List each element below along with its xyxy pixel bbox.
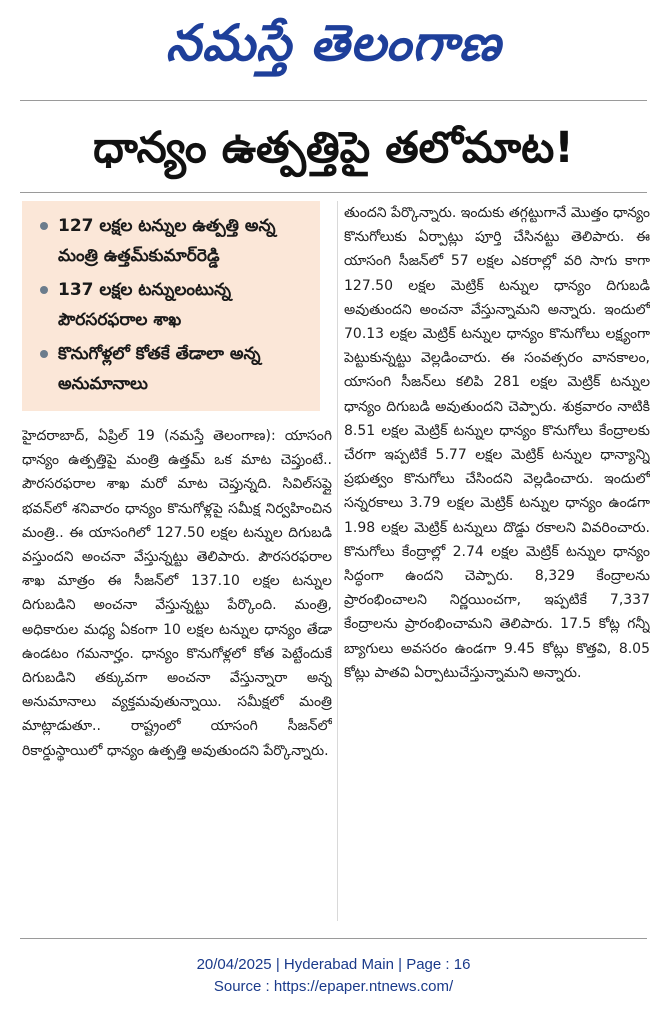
- column-divider: [337, 201, 338, 921]
- highlights-box: [22, 201, 320, 411]
- highlight-text: కొనుగోళ్లలో కోతకే తేడాలా అన్న అనుమానాలు: [58, 344, 261, 394]
- bullet-icon: [40, 350, 48, 358]
- article-column-left: హైదరాబాద్‌, ఏప్రిల్‌ 19 (నమస్తే తెలంగాణ): యాసంగి ధాన్యం ఉత్పత్తిపై మంత్రి ఉత్తమ్‌ ఒక మాట చెప్తుంటే.. పౌరసరఫరాల శాఖ మరో మాట చెప్తున్నది. సివిల్‌సప్లై భవన్‌లో శనివారం ధాన్యం కొనుగోళ్లపై సమీక్ష నిర్వహించిన మంత్రి.. ఈ యాసంగిలో 127.50 లక్షల టన్నుల దిగుబడి వస్తుందని అంచనా వేస్తున్నట్టు తెలిపారు. పౌరసరఫరాల శాఖ మాత్రం ఈ సీజన్‌లో 137.10 లక్షల టన్నుల దిగుబడిని అంచనా వేస్తున్నట్టు పేర్కొంది. మంత్రి, అధికారుల మధ్య ఏకంగా 10 లక్షల టన్నుల ధాన్యం తేడా ఉండటం గమనార్హం. ధాన్యం కొనుగోళ్లలో కోత పెట్టేందుకే దిగుబడిని తక్కువగా అంచనా వేస్తున్నారా అన్న అనుమానాలు వ్యక్తమవుతున్నాయి. సమీక్షలో మంత్రి మాట్లాడుతూ.. రాష్ట్రంలో యాసంగి సీజన్‌లో రికార్డుస్థాయిలో ధాన్యం ఉత్పత్తి అవుతుందని పేర్కొన్నారు.: [22, 428, 332, 759]
- highlight-item: [40, 339, 310, 399]
- footer-edition: Hyderabad Main: [283, 956, 394, 973]
- newspaper-masthead: నమస్తే తెలంగాణ: [165, 14, 502, 72]
- highlight-text: 137 లక్షల టన్నులంటున్న పౌరసరఫరాల శాఖ: [58, 280, 232, 330]
- article-column-right: తుందని పేర్కొన్నారు. ఇందుకు తగ్గట్టుగానే మొత్తం ధాన్యం కొనుగోలుకు ఏర్పాట్లు పూర్తి చేసినట్టు తెలిపారు. ఈ యాసంగి సీజన్‌లో 57 లక్షల ఎకరాల్లో వరి సాగు కాగా 127.50 లక్షల మెట్రిక్‌ టన్నుల ధాన్యం దిగుబడి అవుతుందని అంచనా వేస్తున్నామని అన్నారు. ఇందులో 70.13 లక్షల మెట్రిక్‌ టన్నుల ధాన్యం కొనుగోలు లక్ష్యంగా పెట్టుకున్నట్టు వెల్లడించారు. ఈ సంవత్సరం వానకాలం, యాసంగి సీజన్‌లు కలిపి 281 లక్షల మెట్రిక్‌ టన్నుల ధాన్యం దిగుబడి అవుతుందని చెప్పారు. శుక్రవారం నాటికి 8.51 లక్షల మెట్రిక్‌ టన్నుల ధాన్యం కొనుగోలు కేంద్రాలకు చేరగా ఇప్పటికే 5.77 లక్షల మెట్రిక్‌ టన్నుల ధాన్యాన్ని ప్రభుత్వం కొనుగోలు చేసిందని వెల్లడించారు. ఇందులో సన్నరకాలు 3.79 లక్షల మెట్రిక్‌ టన్నుల ధాన్యం ఉండగా 1.98 లక్షల మెట్రిక్‌ టన్నులు దొడ్డు రకాలని వివరించారు. కొనుగోలు కేంద్రాల్లో 2.74 లక్షల మెట్రిక్‌ టన్నుల ధాన్యం సిద్ధంగా ఉందని చెప్పారు. 8,329 కేంద్రాలను ప్రారంభించాలని నిర్ణయించగా, ఇప్పటికే 7,337 కేంద్రాలను ప్రారంభించామని తెలిపారు. 17.5 కోట్ల గన్నీ బ్యాగులు అవసరం ఉండగా 9.45 కోట్లు కొత్తవి, 8.05 కోట్లు పాతవి ఏర్పాటుచేస్తున్నామని అన్నారు.: [344, 205, 650, 681]
- footer-info: [0, 956, 667, 973]
- footer-divider: [20, 938, 647, 939]
- footer-date: 20/04/2025: [196, 956, 272, 973]
- masthead-divider: [20, 100, 647, 101]
- bullet-icon: [40, 222, 48, 230]
- footer-page: Page : 16: [406, 956, 471, 973]
- highlight-text: 127 లక్షల టన్నుల ఉత్పత్తి అన్న మంత్రి ఉత్తమ్‌కుమార్‌రెడ్డి: [58, 216, 276, 266]
- footer-separator: |: [275, 956, 280, 973]
- footer-separator: |: [398, 956, 403, 973]
- footer-source[interactable]: Source : https://epaper.ntnews.com/: [213, 978, 454, 995]
- bullet-icon: [40, 286, 48, 294]
- highlight-item: [40, 275, 310, 335]
- article-headline: ధాన్యం ఉత్పత్తిపై తలోమాట!: [93, 123, 574, 173]
- highlight-item: [40, 211, 310, 271]
- headline-divider: [20, 192, 647, 193]
